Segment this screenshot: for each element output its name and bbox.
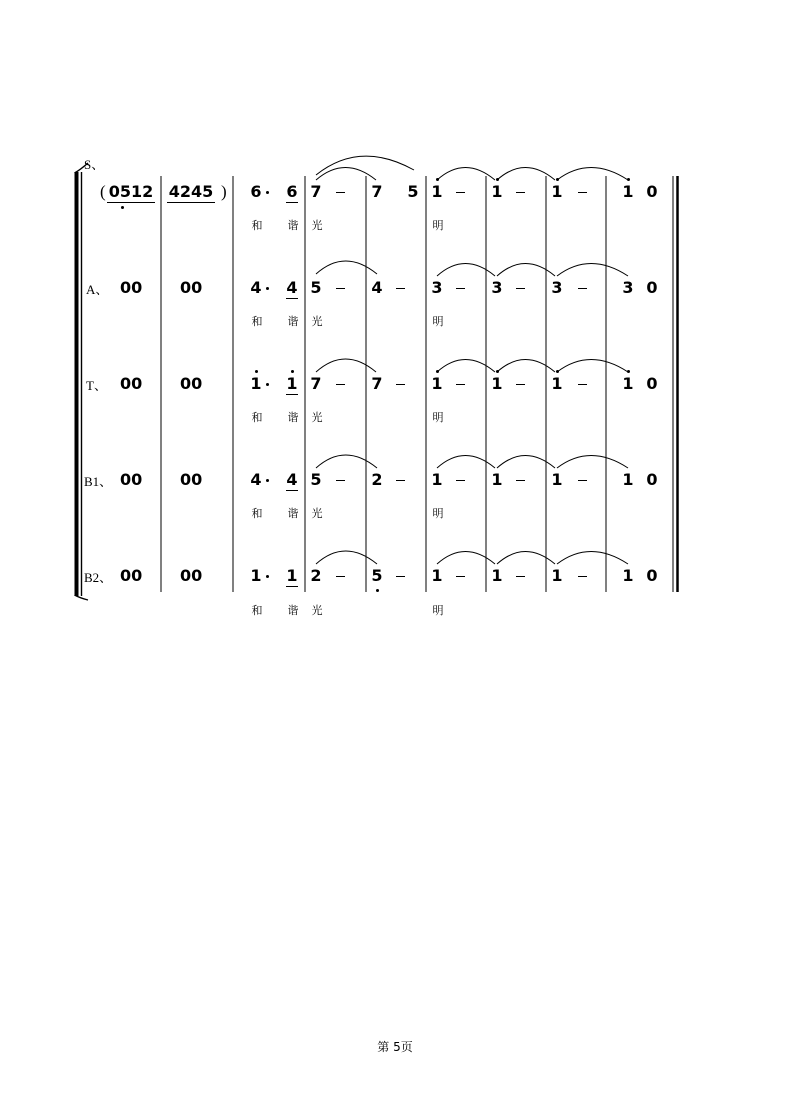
lyric-t-he: 和 bbox=[251, 411, 263, 424]
lyric-s-xie: 谐 bbox=[287, 219, 299, 232]
note-s-m9-b: 0 bbox=[646, 182, 658, 201]
dash-b1-m8 bbox=[578, 480, 587, 481]
note-b2-m7: 1 bbox=[491, 566, 503, 585]
lyric-s-he: 和 bbox=[251, 219, 263, 232]
dash-s-m6 bbox=[456, 192, 465, 193]
lyric-b1-xie: 谐 bbox=[287, 507, 299, 520]
dash-t-m7 bbox=[516, 384, 525, 385]
note-t-m1: 00 bbox=[120, 374, 143, 393]
underline-b1-m3 bbox=[286, 490, 298, 491]
note-t-m5: 7 bbox=[371, 374, 383, 393]
dash-b1-m6 bbox=[456, 480, 465, 481]
note-t-m2: 00 bbox=[180, 374, 203, 393]
lyric-b1-ming: 明 bbox=[432, 507, 444, 520]
note-t-m9-b: 0 bbox=[646, 374, 658, 393]
part-label-bass1: B1、 bbox=[84, 474, 113, 489]
dash-a-m8 bbox=[578, 288, 587, 289]
note-s-m8: 1 bbox=[551, 182, 563, 201]
high-dot-s-m9 bbox=[627, 178, 630, 181]
high-dot-t-m8 bbox=[556, 370, 559, 373]
dash-t-m6 bbox=[456, 384, 465, 385]
note-b2-m8: 1 bbox=[551, 566, 563, 585]
dash-t-m8 bbox=[578, 384, 587, 385]
part-label-alto: A、 bbox=[86, 282, 109, 297]
dash-a-m5 bbox=[396, 288, 405, 289]
note-b1-m5: 2 bbox=[371, 470, 383, 489]
underline-a-m3 bbox=[286, 298, 298, 299]
aug-dot-b2 bbox=[266, 575, 269, 578]
tie-a-3c bbox=[557, 264, 628, 277]
note-b1-m9-a: 1 bbox=[622, 470, 634, 489]
note-a-m1: 00 bbox=[120, 278, 143, 297]
note-b2-m5: 5 bbox=[371, 566, 383, 585]
dash-b1-m5 bbox=[396, 480, 405, 481]
high-dot-s-m8 bbox=[556, 178, 559, 181]
lyric-b2-xie: 谐 bbox=[287, 604, 299, 617]
dash-b2-m4 bbox=[336, 576, 345, 577]
high-dot-t-m3-b bbox=[291, 370, 294, 373]
note-b1-m1: 00 bbox=[120, 470, 143, 489]
lyric-b2-ming: 明 bbox=[432, 604, 444, 617]
slur-b2-25 bbox=[316, 551, 377, 564]
tie-b1-1c bbox=[557, 456, 628, 469]
note-b1-m3-b: 4 bbox=[286, 470, 298, 489]
note-t-m4: 7 bbox=[310, 374, 322, 393]
dash-b2-m6 bbox=[456, 576, 465, 577]
slur-a-54 bbox=[316, 261, 377, 274]
note-a-m2: 00 bbox=[180, 278, 203, 297]
lyric-s-ming: 明 bbox=[432, 219, 444, 232]
lyric-t-guang: 光 bbox=[311, 411, 323, 424]
note-a-m8: 3 bbox=[551, 278, 563, 297]
note-a-m3-b: 4 bbox=[286, 278, 298, 297]
aug-dot-s bbox=[266, 191, 269, 194]
dash-a-m6 bbox=[456, 288, 465, 289]
lyric-a-guang: 光 bbox=[311, 315, 323, 328]
low-dot-intro-5 bbox=[121, 206, 124, 209]
tie-b2-1c bbox=[557, 552, 628, 565]
note-b2-m6: 1 bbox=[431, 566, 443, 585]
note-t-m8: 1 bbox=[551, 374, 563, 393]
note-a-m4: 5 bbox=[310, 278, 322, 297]
lyric-t-xie: 谐 bbox=[287, 411, 299, 424]
note-a-m3-a: 4 bbox=[250, 278, 262, 297]
underline-intro-2 bbox=[167, 202, 215, 203]
note-b1-m9-b: 0 bbox=[646, 470, 658, 489]
slur-b1-52 bbox=[316, 455, 377, 468]
note-b2-m9-a: 1 bbox=[622, 566, 634, 585]
high-dot-s-m6 bbox=[436, 178, 439, 181]
lyric-b2-he: 和 bbox=[251, 604, 263, 617]
note-a-m5: 4 bbox=[371, 278, 383, 297]
note-a-m7: 3 bbox=[491, 278, 503, 297]
tie-t-1c bbox=[557, 360, 628, 373]
dash-t-m5 bbox=[396, 384, 405, 385]
tie-t-7 bbox=[316, 359, 376, 372]
note-s-m5-a: 7 bbox=[371, 182, 383, 201]
note-a-m9-a: 3 bbox=[622, 278, 634, 297]
note-s-m4: 7 bbox=[310, 182, 322, 201]
intro-group-1: 0512 bbox=[108, 182, 154, 201]
note-a-m9-b: 0 bbox=[646, 278, 658, 297]
lyric-t-ming: 明 bbox=[432, 411, 444, 424]
note-b1-m3-a: 4 bbox=[250, 470, 262, 489]
dash-s-m4 bbox=[336, 192, 345, 193]
note-s-m3-a: 6 bbox=[250, 182, 262, 201]
lyric-a-he: 和 bbox=[251, 315, 263, 328]
lyric-b1-he: 和 bbox=[251, 507, 263, 520]
dash-b2-m8 bbox=[578, 576, 587, 577]
underline-s-m3 bbox=[286, 202, 298, 203]
intro-open-paren: ( bbox=[100, 182, 106, 201]
note-b1-m7: 1 bbox=[491, 470, 503, 489]
dash-a-m7 bbox=[516, 288, 525, 289]
aug-dot-t bbox=[266, 383, 269, 386]
note-a-m6: 3 bbox=[431, 278, 443, 297]
lyric-a-xie: 谐 bbox=[287, 315, 299, 328]
note-b1-m2: 00 bbox=[180, 470, 203, 489]
note-b1-m6: 1 bbox=[431, 470, 443, 489]
note-s-m5-b: 5 bbox=[407, 182, 419, 201]
dash-b2-m7 bbox=[516, 576, 525, 577]
note-t-m3-a: 1 bbox=[250, 374, 262, 393]
part-label-bass2: B2、 bbox=[84, 570, 113, 585]
note-s-m7: 1 bbox=[491, 182, 503, 201]
intro-close-paren: ) bbox=[221, 182, 227, 201]
aug-dot-a bbox=[266, 287, 269, 290]
low-dot-b2-m5 bbox=[376, 589, 379, 592]
high-dot-s-m7 bbox=[496, 178, 499, 181]
high-dot-t-m3-a bbox=[255, 370, 258, 373]
note-s-m3-b: 6 bbox=[286, 182, 298, 201]
note-b2-m3-b: 1 bbox=[286, 566, 298, 585]
page-number: 第 5页 bbox=[377, 1040, 413, 1054]
underline-b2-m3 bbox=[286, 586, 298, 587]
note-t-m3-b: 1 bbox=[286, 374, 298, 393]
dash-s-m7 bbox=[516, 192, 525, 193]
note-t-m7: 1 bbox=[491, 374, 503, 393]
dash-a-m4 bbox=[336, 288, 345, 289]
note-b2-m3-a: 1 bbox=[250, 566, 262, 585]
intro-group-2: 4245 bbox=[168, 182, 214, 201]
lyric-s-guang: 光 bbox=[311, 219, 323, 232]
dash-t-m4 bbox=[336, 384, 345, 385]
dash-b2-m5 bbox=[396, 576, 405, 577]
note-s-m6: 1 bbox=[431, 182, 443, 201]
lyric-b2-guang: 光 bbox=[311, 604, 323, 617]
note-b2-m9-b: 0 bbox=[646, 566, 658, 585]
tie-s-7 bbox=[316, 168, 376, 181]
high-dot-t-m9 bbox=[627, 370, 630, 373]
high-dot-t-m7 bbox=[496, 370, 499, 373]
note-b1-m4: 5 bbox=[310, 470, 322, 489]
underline-intro-1 bbox=[107, 202, 155, 203]
underline-t-m3 bbox=[286, 394, 298, 395]
note-t-m9-a: 1 bbox=[622, 374, 634, 393]
dash-s-m8 bbox=[578, 192, 587, 193]
dash-b1-m7 bbox=[516, 480, 525, 481]
tie-s-1c bbox=[557, 168, 628, 181]
note-t-m6: 1 bbox=[431, 374, 443, 393]
part-label-soprano: S、 bbox=[84, 157, 105, 172]
lyric-b1-guang: 光 bbox=[311, 507, 323, 520]
part-label-tenor: T、 bbox=[86, 378, 107, 393]
high-dot-t-m6 bbox=[436, 370, 439, 373]
note-b1-m8: 1 bbox=[551, 470, 563, 489]
note-s-m9-a: 1 bbox=[622, 182, 634, 201]
lyric-a-ming: 明 bbox=[432, 315, 444, 328]
dash-b1-m4 bbox=[336, 480, 345, 481]
note-b2-m1: 00 bbox=[120, 566, 143, 585]
aug-dot-b1 bbox=[266, 479, 269, 482]
note-b2-m4: 2 bbox=[310, 566, 322, 585]
note-b2-m2: 00 bbox=[180, 566, 203, 585]
